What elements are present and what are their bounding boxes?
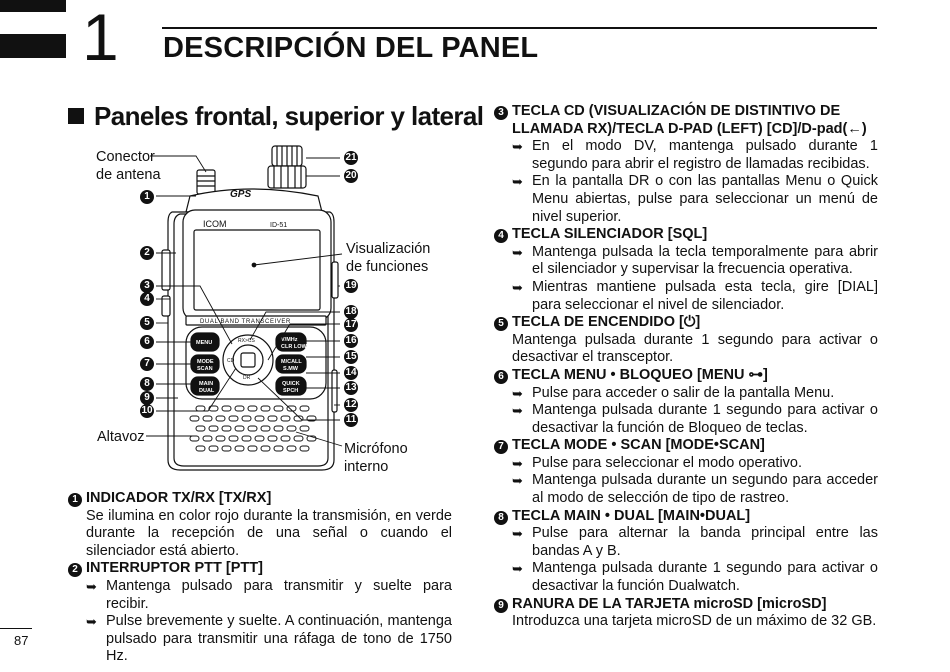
svg-text:ICOM: ICOM [203,219,227,229]
callout-7: 7 [140,357,154,371]
label-display: Visualización de funciones [346,241,431,275]
callout-10: 10 [141,405,153,416]
callout-2: 2 [140,246,154,260]
callout-6: 6 [140,335,154,349]
item-text: Se ilumina en color rojo durante la transmisión, en verde durante la recepción de una señal o cuando el silenciador está abierto. [86,507,452,559]
section-title-text: Paneles frontal, superior y lateral [94,101,484,131]
item-text: Introduzca una tarjeta microSD de un máximo de 32 GB. [512,613,877,630]
page-number: 87 [14,633,29,648]
label-speaker: Altavoz [97,429,145,445]
label-mic: Micrófono interno [344,441,408,475]
svg-text:QUICK: QUICK [282,381,300,387]
item-bullet: ➥ Mantenga pulsado para transmitir y suelte para recibir. [86,577,452,612]
item-bullet: ➥ Mientras mantiene pulsada esta tecla, gire [DIAL] para seleccionar el nivel de silenciador. [512,278,878,313]
svg-text:MAIN: MAIN [199,381,214,387]
callout-1: 1 [140,190,154,204]
callout-3: 3 [140,279,154,293]
item-heading: 4 TECLA SILENCIADOR [SQL] [494,226,878,244]
callout-11: 11 [345,414,357,425]
item-heading: 9 RANURA DE LA TARJETA microSD [microSD] [494,596,878,614]
item-bullet: ➥ Mantenga pulsada durante 1 segundo para activar o desactivar la función Dualwatch. [512,560,878,595]
item-heading: 7 TECLA MODE • SCAN [MODE•SCAN] [494,437,878,455]
callout-15: 15 [345,351,357,362]
callout-4: 4 [140,292,154,306]
item-bullet: ➥ Pulse para acceder o salir de la pantalla Menu. [512,384,835,401]
svg-text:GPS: GPS [230,189,252,200]
page-number-rule [0,628,32,629]
callout-20: 20 [345,170,357,181]
svg-text:S.MW: S.MW [283,366,298,372]
callout-13: 13 [345,382,357,393]
item-heading: 5 TECLA DE ENCENDIDO [⏻] [494,314,878,332]
callout-14: 14 [345,367,357,378]
callout-16: 16 [345,335,357,346]
item-bullet: ➥ Pulse brevemente y suelte. A continuación, mantenga pulsado para transmitir una ráfaga de tono de 1750 Hz. [86,613,452,665]
label-antenna: Conector de antena [96,149,161,183]
callout-12: 12 [345,399,357,410]
item-heading: 6 TECLA MENU • BLOQUEO [MENU ⊶] [494,367,878,385]
svg-text:ID-51: ID-51 [270,222,288,229]
svg-text:DUAL: DUAL [199,388,215,394]
item-heading: 2 INTERRUPTOR PTT [PTT] [68,560,452,578]
svg-text:SPCH: SPCH [283,388,299,394]
svg-text:CLR LOW: CLR LOW [281,344,307,350]
item-bullet: ➥ Mantenga pulsada durante un segundo para acceder al modo de selección de tipo de rastreo. [512,472,878,507]
right-column [494,103,878,631]
callout-8: 8 [140,377,154,391]
svg-text:DUAL BAND TRANSCEIVER: DUAL BAND TRANSCEIVER [200,319,291,325]
item-heading: 3 TECLA CD (VISUALIZACIÓN DE DISTINTIVO DE LLAMADA RX)/TECLA D-PAD (LEFT) [CD]/D-pad(←) [494,103,878,138]
svg-text:CD: CD [227,358,235,364]
callout-18: 18 [345,306,357,317]
svg-text:V/MHz: V/MHz [281,337,298,343]
svg-text:MODE: MODE [197,359,214,365]
chapter-number: 1 [82,0,119,74]
callout-21: 21 [345,152,357,163]
svg-text:RX>CS: RX>CS [238,338,255,344]
callout-9: 9 [140,391,154,405]
item-heading: 8 TECLA MAIN • DUAL [MAIN•DUAL] [494,508,878,526]
svg-text:M/CALL: M/CALL [281,359,302,365]
item-heading: 1 INDICADOR TX/RX [TX/RX] [68,490,452,508]
chapter-title: DESCRIPCIÓN DEL PANEL [163,32,539,64]
item-text: Mantenga pulsada durante 1 segundo para activar o desactivar el transceptor. [512,331,878,366]
svg-text:SCAN: SCAN [197,366,213,372]
callout-17: 17 [345,319,357,330]
callout-19: 19 [345,280,357,291]
svg-text:DR: DR [243,375,251,381]
callout-5: 5 [140,316,154,330]
item-bullet: ➥ Mantenga pulsada la tecla temporalmente para abrir el silenciador y supervisar la frecuencia operativa. [512,243,878,278]
left-column [68,490,452,666]
item-bullet: ➥ Mantenga pulsada durante 1 segundo para activar o desactivar la función de Bloqueo de teclas. [512,402,878,436]
svg-text:MENU: MENU [196,340,213,346]
item-bullet: ➥ En la pantalla DR o con las pantallas Menu o Quick Menu abiertas, pulse para seleccionar un menú de nivel superior. [512,173,878,225]
item-bullet: ➥ En el modo DV, mantenga pulsado durante 1 segundo para abrir el registro de llamadas recibidas. [512,138,878,172]
item-bullet: ➥ Pulse para seleccionar el modo operativo. [512,454,803,471]
item-bullet: ➥ Pulse para alternar la banda principal entre las bandas A y B. [512,525,878,559]
